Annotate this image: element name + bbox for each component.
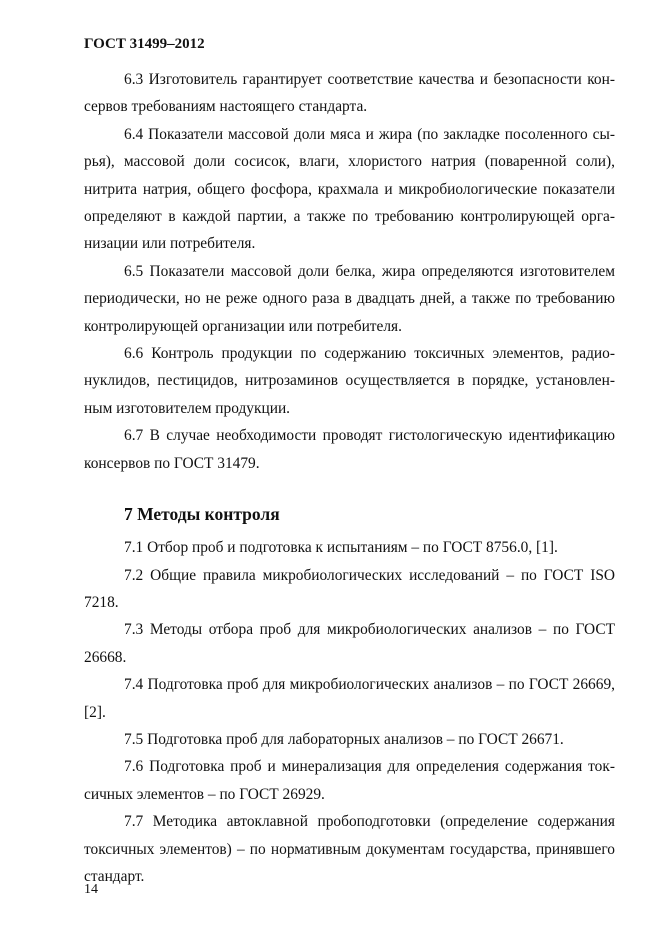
document-header: ГОСТ 31499–2012: [84, 36, 205, 52]
paragraph-7-7: 7.7 Методика автоклавной пробоподготовки (определение содержания токсичных элементов) – по нормативным документам государства, принявшего стандарт.: [84, 813, 615, 885]
paragraph-7-3: 7.3 Методы отбора проб для микробиологических анализов – по ГОСТ 26668.: [84, 621, 615, 666]
paragraph-6-7: 6.7 В случае необходимости проводят гистологическую идентификацию консервов по ГОСТ 31479.: [84, 427, 615, 472]
document-body: [84, 66, 615, 890]
paragraph-6-3: 6.3 Изготовитель гарантирует соответствие качества и безопасности консервов требованиям настоящего стандарта.: [84, 71, 615, 116]
paragraph-7-6: 7.6 Подготовка проб и минерализация для определения содержания токсичных элементов – по ГОСТ 26929.: [84, 758, 615, 803]
paragraph-7-4: 7.4 Подготовка проб для микробиологических анализов – по ГОСТ 26669, [2].: [84, 676, 615, 721]
paragraph-6-4: 6.4 Показатели массовой доли мяса и жира (по закладке посоленного сырья), массовой доли сосисок, влаги, хлористого натрия (поваренной соли), нитрита натрия, общего фосфора, крахмала и микробиологические показатели определяют в каждой партии, а также по требованию контролирующей организации или потребителя.: [84, 125, 615, 253]
paragraph-6-6: 6.6 Контроль продукции по содержанию токсичных элементов, радионуклидов, пестицидов, нитрозаминов осуществляется в порядке, установленным изготовителем продукции.: [84, 345, 615, 417]
page-number: 14: [84, 882, 98, 897]
paragraph-7-2: 7.2 Общие правила микробиологических исследований – по ГОСТ ISO 7218.: [84, 566, 615, 611]
paragraph-7-5: 7.5 Подготовка проб для лабораторных анализов – по ГОСТ 26671.: [124, 730, 564, 748]
paragraph-6-5: 6.5 Показатели массовой доли белка, жира определяются изготовителем периодически, но не реже одного раза в двадцать дней, а также по требованию контролирующей организации или потребителя.: [84, 262, 615, 335]
paragraph-7-1: 7.1 Отбор проб и подготовка к испытаниям – по ГОСТ 8756.0, [1].: [124, 539, 558, 557]
section-heading: 7 Методы контроля: [124, 504, 280, 525]
